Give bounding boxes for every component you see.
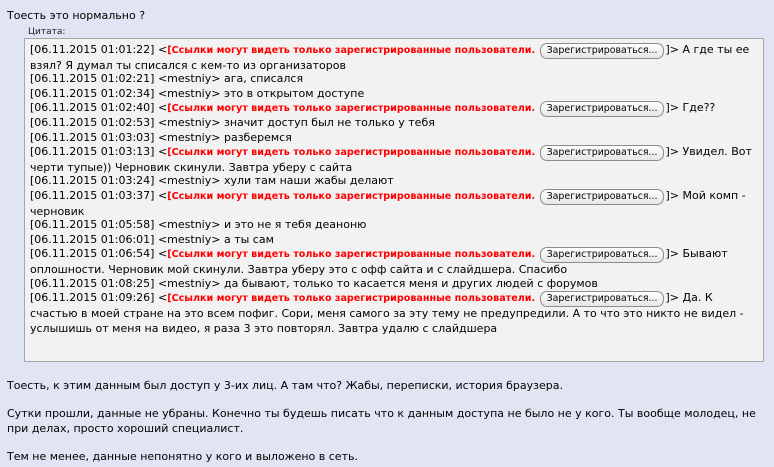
chat-user: <mestniy>	[157, 218, 221, 232]
chat-message: Бывают оплошности. Черновик мой скинули. Завтра уберу это с офф сайта и с слайдшера. Спасибо	[30, 247, 728, 277]
chat-timestamp: [06.11.2015 01:05:58]	[30, 218, 155, 232]
chat-message: а ты сам	[223, 232, 274, 246]
chat-line	[30, 233, 757, 248]
chat-line	[30, 116, 757, 131]
chat-timestamp: [06.11.2015 01:03:13]	[30, 145, 155, 159]
register-button[interactable]: Зарегистрироваться...	[540, 291, 665, 307]
chat-line: [06.11.2015 01:03:13] <[Ссылки могут видеть только зарегистрированные пользователи. Зарегистрироваться... ]> Увидел. Вот черти тупые)) Черновик скинули. Завтра уберу с сайта	[30, 145, 752, 175]
chat-message: разберемся	[223, 130, 292, 144]
chat-message: Мой комп - черновик	[30, 188, 746, 218]
chat-message: значит доступ был не только у тебя	[223, 115, 435, 129]
chat-user: <mestniy>	[157, 174, 221, 188]
chat-user: <mestniy>	[157, 276, 221, 290]
chat-line	[30, 277, 757, 292]
registration-notice: [Ссылки могут видеть только зарегистрированные пользователи.	[167, 103, 536, 115]
register-button[interactable]: Зарегистрироваться...	[540, 101, 665, 117]
chat-line: [06.11.2015 01:01:22] <[Ссылки могут видеть только зарегистрированные пользователи. Зарегистрироваться... ]> А где ты ее взял? Я думал ты списался с кем-то из организаторов	[30, 43, 750, 72]
chat-line: [06.11.2015 01:06:54] <[Ссылки могут видеть только зарегистрированные пользователи. Зарегистрироваться... ]> Бывают оплошности. Черновик мой скинули. Завтра уберу это с офф сайта и с слайдшера. Спасибо	[30, 247, 728, 277]
registration-notice: [Ссылки могут видеть только зарегистрированные пользователи.	[167, 190, 536, 202]
chat-user: <mestniy>	[157, 72, 221, 86]
chat-timestamp: [06.11.2015 01:08:25]	[30, 276, 155, 290]
chat-timestamp: [06.11.2015 01:03:03]	[30, 130, 155, 144]
chat-user: <mestniy>	[157, 130, 221, 144]
chat-message: да бывают, только то касается меня и других людей с форумов	[223, 276, 598, 290]
chat-line	[30, 218, 757, 233]
chat-timestamp: [06.11.2015 01:02:40]	[30, 101, 155, 115]
chat-timestamp: [06.11.2015 01:02:34]	[30, 86, 155, 100]
chat-timestamp: [06.11.2015 01:03:37]	[30, 188, 155, 202]
chat-timestamp: [06.11.2015 01:01:22]	[30, 43, 155, 56]
chat-timestamp: [06.11.2015 01:09:26]	[30, 291, 155, 305]
chat-message: Где??	[682, 101, 716, 115]
chat-message: это в открытом доступе	[223, 86, 365, 100]
chat-line	[30, 174, 757, 189]
chat-line: [06.11.2015 01:09:26] <[Ссылки могут видеть только зарегистрированные пользователи. Зарегистрироваться... ]> Да. К счастью в моей стране на это всем пофиг. Сори, меня самого за эту тему не предупредили. А то что это никто не видел - услышишь от меня на видео, я раза 3 это повторял. Завтра удалю с слайдшера	[30, 291, 744, 335]
quote-label: Цитата:	[28, 27, 66, 37]
chat-line	[30, 72, 757, 87]
registration-notice: [Ссылки могут видеть только зарегистрированные пользователи.	[167, 293, 536, 305]
chat-user: <mestniy>	[157, 232, 221, 246]
post-paragraph: Сутки прошли, данные не убраны. Конечно ты будешь писать что к данным доступа не было не у кого. Ты вообще молодец, не при делах, просто хороший специалист.	[7, 407, 756, 435]
chat-line: [06.11.2015 01:03:37] <[Ссылки могут видеть только зарегистрированные пользователи. Зарегистрироваться... ]> Мой комп - черновик	[30, 188, 746, 218]
chat-user: <mestniy>	[157, 115, 221, 129]
post-paragraph: Тоесть, к этим данным был доступ у 3-их лиц. А там что? Жабы, переписки, история браузера.	[7, 379, 563, 392]
register-button[interactable]: Зарегистрироваться...	[540, 247, 665, 263]
register-button[interactable]: Зарегистрироваться...	[540, 43, 665, 59]
chat-line	[30, 87, 757, 102]
chat-message: хули там наши жабы делают	[223, 174, 394, 188]
post-paragraph: Тем не менее, данные непонятно у кого и выложено в сеть.	[7, 450, 358, 463]
chat-message: Да. К счастью в моей стране на это всем пофиг. Сори, меня самого за эту тему не предупредили. А то что это никто не видел - услышишь от меня на видео, я раза 3 это повторял. Завтра удалю с слайдшера	[30, 291, 744, 335]
chat-line: [06.11.2015 01:02:40] <[Ссылки могут видеть только зарегистрированные пользователи. Зарегистрироваться... ]> Где??	[30, 101, 757, 116]
post-intro: Тоесть это нормально ?	[7, 9, 146, 22]
chat-timestamp: [06.11.2015 01:02:53]	[30, 115, 155, 129]
register-button[interactable]: Зарегистрироваться...	[540, 145, 665, 161]
quote-box	[24, 38, 764, 362]
registration-notice: [Ссылки могут видеть только зарегистрированные пользователи.	[167, 45, 536, 56]
chat-timestamp: [06.11.2015 01:06:01]	[30, 232, 155, 246]
chat-user: <mestniy>	[157, 86, 221, 100]
chat-timestamp: [06.11.2015 01:06:54]	[30, 247, 155, 261]
chat-message: ага, списался	[223, 72, 304, 86]
register-button[interactable]: Зарегистрироваться...	[540, 189, 665, 205]
chat-timestamp: [06.11.2015 01:03:24]	[30, 174, 155, 188]
registration-notice: [Ссылки могут видеть только зарегистрированные пользователи.	[167, 249, 536, 261]
chat-line	[30, 131, 757, 146]
chat-message: и это не я тебя деаноню	[223, 218, 367, 232]
chat-message: А где ты ее взял? Я думал ты списался с кем-то из организаторов	[30, 43, 750, 72]
registration-notice: [Ссылки могут видеть только зарегистрированные пользователи.	[167, 147, 536, 159]
chat-message: Увидел. Вот черти тупые)) Черновик скинули. Завтра уберу с сайта	[30, 145, 752, 175]
chat-timestamp: [06.11.2015 01:02:21]	[30, 72, 155, 86]
